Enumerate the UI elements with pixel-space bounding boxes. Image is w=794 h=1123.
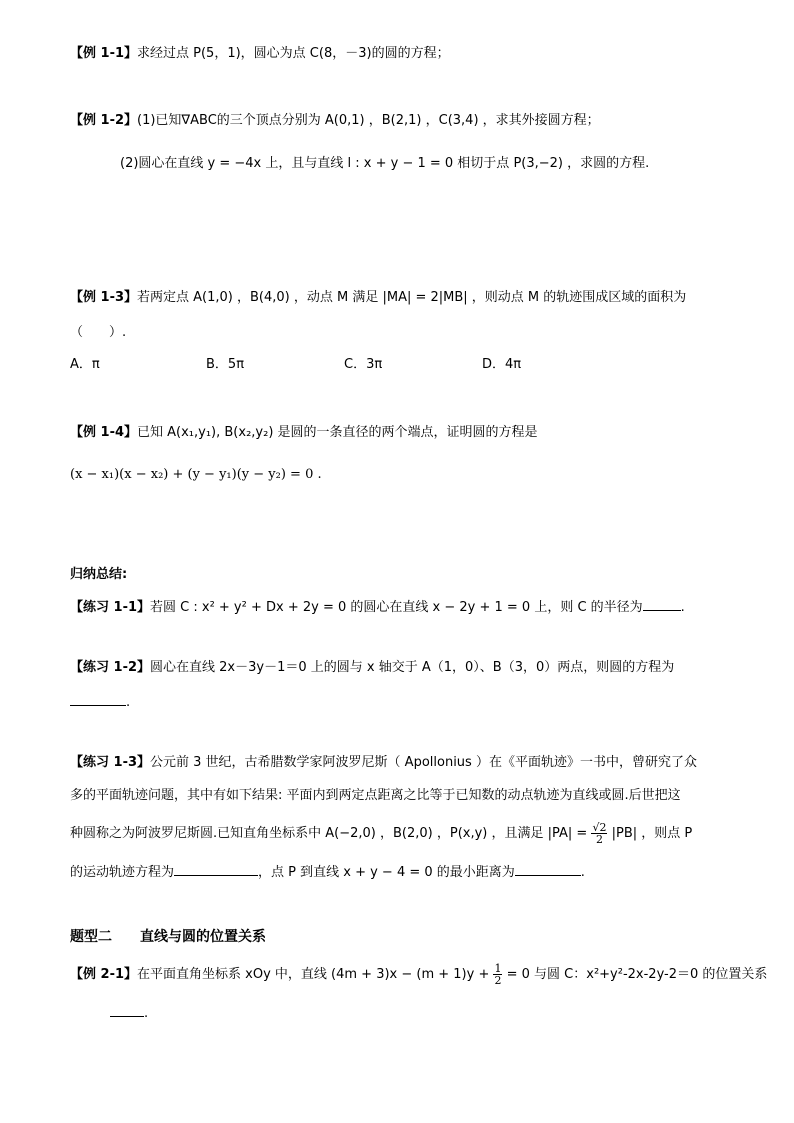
practice-1-3-line4 [70,862,585,882]
example-1-1 [70,45,450,63]
practice-text: 若圆 C : x² + y² + Dx + 2y = 0 的圆心在直线 x − 2y + 1 = 0 上，则 C 的半径为 [150,600,643,615]
practice-1-1 [70,597,685,617]
option-c: C．3π [344,357,383,372]
period: . [126,695,131,710]
example-2-1-line1 [70,963,767,986]
example-text: 已知 A(x₁,y₁), B(x₂,y₂) 是圆的一条直径的两个端点，证明圆的方程是 [137,425,538,440]
practice-text: 多的平面轨迹问题，其中有如下结果: 平面内到两定点距离之比等于已知数的动点轨迹为直线或圆.后世把这 [70,788,681,803]
practice-tag: 【练习 1-3】 [70,755,151,770]
option-d: D．4π [482,357,522,372]
fraction-denominator: 2 [595,833,603,846]
fraction-one-half [493,963,502,986]
example-1-2-line2 [120,155,649,173]
answer-blank-trajectory[interactable] [174,862,258,876]
fraction-sqrt2-over-2 [591,822,607,845]
practice-1-3-line3 [70,822,692,845]
example-1-3-line2 [70,324,126,342]
example-text: 若两定点 A(1,0) ，B(4,0) ，动点 M 满足 |MA| = 2|MB| ，则动点 M 的轨迹围成区域的面积为 [137,290,687,305]
summary-heading: 归纳总结: [70,567,128,582]
example-tag: 【例 2-1】 [70,967,138,982]
section-label: 题型二 [70,929,112,945]
fraction-numerator: √2 [592,821,607,834]
answer-blank-distance[interactable] [515,862,581,876]
answer-blank[interactable] [110,1003,144,1017]
example-2-1-line2 [110,1003,148,1023]
practice-text: 种圆称之为阿波罗尼斯圆.已知直角坐标系中 A(−2,0) ，B(2,0) ，P(x,y) ，且满足 |PA| = [70,826,588,841]
practice-1-2-line1 [70,659,674,677]
practice-1-3-line1 [70,754,697,772]
example-text: （ ）. [70,325,127,340]
practice-1-3-line2 [70,787,681,805]
circle-equation: (x − x₁)(x − x₂) + (y − y₁)(y − y₂) = 0 . [70,467,322,482]
example-1-2-line1 [70,112,600,130]
practice-text: 圆心在直线 2x－3y－1＝0 上的圆与 x 轴交于 A（1，0）、B（3，0）两点，则圆的方程为 [150,660,675,675]
example-text: = 0 与圆 C：x²+y²-2x-2y-2＝0 的位置关系 [506,967,768,982]
practice-tag: 【练习 1-1】 [70,600,151,615]
practice-text: 公元前 3 世纪，古希腊数学家阿波罗尼斯（ Apollonius ）在《平面轨迹》一书中，曾研究了众 [150,755,697,770]
example-1-3-line1 [70,289,686,307]
example-1-3-options [70,356,570,374]
period: . [680,600,685,615]
fraction-numerator: 1 [494,962,502,975]
section-title: 直线与圆的位置关系 [140,929,266,945]
fraction-denominator: 2 [494,974,502,987]
example-1-4-line2 [70,466,322,484]
example-tag: 【例 1-4】 [70,425,138,440]
practice-1-2-line2 [70,692,130,712]
option-a: A．π [70,357,100,372]
example-text: (1)已知∇ABC的三个顶点分别为 A(0,1) ，B(2,1) ，C(3,4) ，求其外接圆方程； [137,113,600,128]
period: . [144,1006,149,1021]
example-text: 在平面直角坐标系 xOy 中，直线 (4m + 3)x − (m + 1)y + [137,967,490,982]
example-tag: 【例 1-1】 [70,46,138,61]
example-tag: 【例 1-2】 [70,113,138,128]
example-tag: 【例 1-3】 [70,290,138,305]
section-heading [70,928,266,946]
example-1-4-line1 [70,424,538,442]
example-text: (2)圆心在直线 y = −4x 上，且与直线 l : x + y − 1 = 0 相切于点 P(3,−2) ，求圆的方程. [120,156,650,171]
answer-blank[interactable] [70,692,126,706]
option-b: B．5π [206,357,245,372]
answer-blank[interactable] [643,597,681,611]
period: . [580,865,585,880]
practice-text: |PB| ，则点 P [611,826,693,841]
practice-tag: 【练习 1-2】 [70,660,151,675]
practice-text: ，点 P 到直线 x + y − 4 = 0 的最小距离为 [258,865,515,880]
example-text: 求经过点 P(5，1)，圆心为点 C(8，－3)的圆的方程； [137,46,450,61]
practice-text: 的运动轨迹方程为 [70,865,175,880]
